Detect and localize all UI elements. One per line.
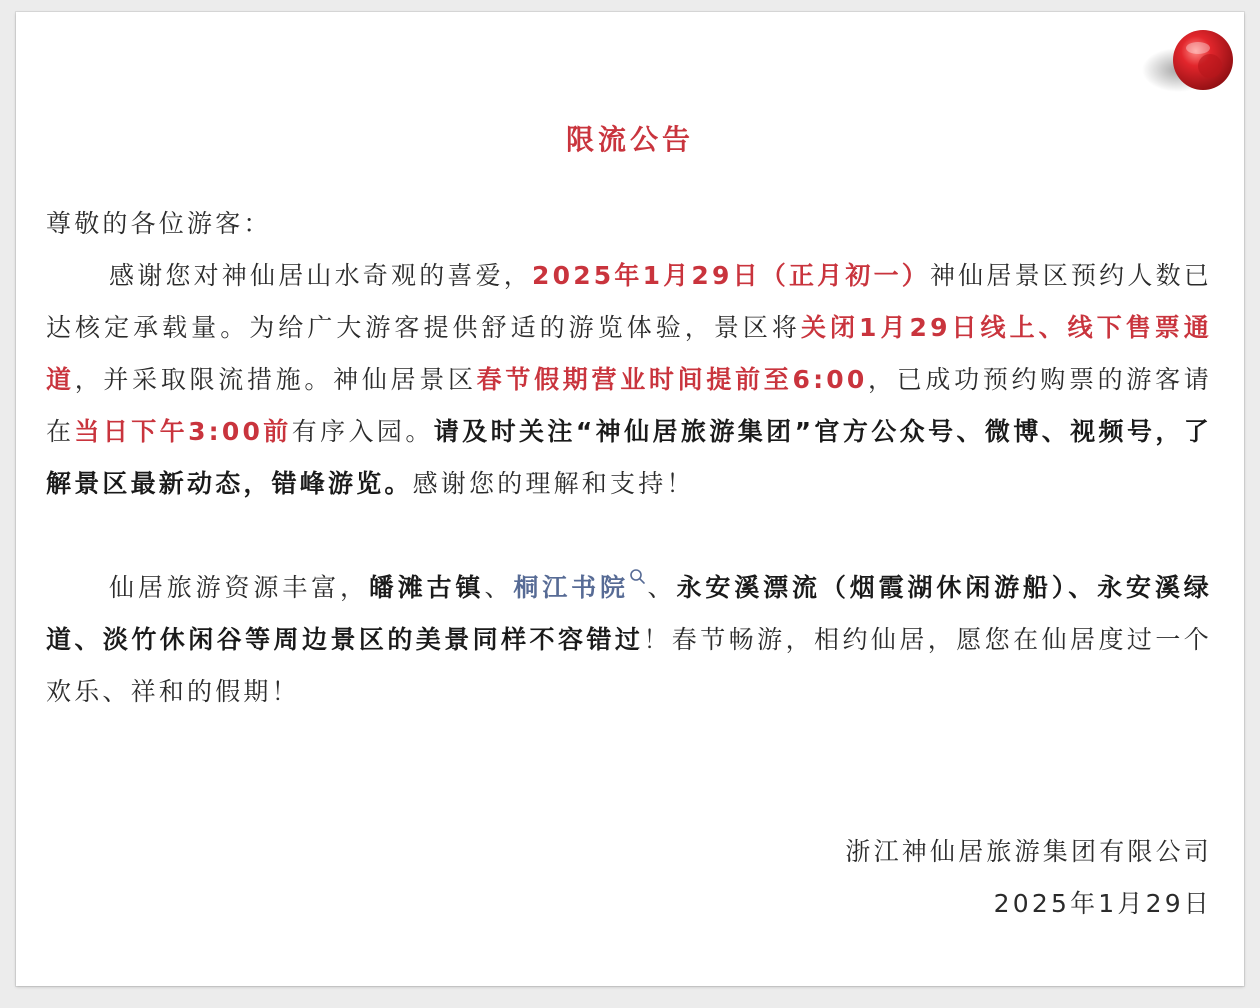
greeting: 尊敬的各位游客： (46, 209, 272, 238)
text-span: ，已成功预约购票的游客请在 (46, 365, 1212, 446)
push-pin-icon (1140, 18, 1250, 108)
paragraph-2 (46, 562, 1212, 718)
signature-block (845, 826, 1212, 930)
bold-scenic-list: 永安溪漂流（烟霞湖休闲游船）、永安溪绿道、淡竹休闲谷等周边景区的美景同样不容错过 (46, 573, 1212, 654)
text-span: 仙居旅游资源丰富， (109, 573, 369, 602)
text-span: ！春节畅游，相约仙居，愿您在仙居度过一个欢乐、祥和的假期！ (46, 625, 1212, 706)
paragraph-1 (46, 250, 1212, 510)
text-span: 有序入园。 (291, 417, 434, 446)
search-icon[interactable] (629, 568, 647, 588)
text-span: 、 (646, 573, 677, 602)
highlight-date: 2025年1月29日（正月初一） (532, 261, 930, 290)
notice-body (46, 198, 1212, 718)
text-span: ，并采取限流措施。神仙居景区 (74, 365, 477, 394)
highlight-entry-time: 当日下午3:00前 (74, 417, 292, 446)
highlight-hours: 春节假期营业时间提前至6:00 (476, 365, 868, 394)
text-span: 感谢您对神仙居山水奇观的喜爱， (109, 261, 533, 290)
signature-org: 浙江神仙居旅游集团有限公司 (845, 837, 1212, 866)
bold-follow-notice: 请及时关注“神仙居旅游集团”官方公众号、微博、视频号，了解景区最新动态，错峰游览。 (46, 417, 1212, 498)
highlight-closure: 关闭1月29日线上、线下售票通道 (46, 313, 1213, 394)
bold-scenic-name: 皤滩古镇 (368, 573, 485, 602)
text-span: 、 (484, 573, 514, 602)
text-span: 神仙居景区预约人数已达核定承载量。为给广大游客提供舒适的游览体验，景区将 (46, 261, 1212, 342)
signature-date: 2025年1月29日 (993, 889, 1212, 918)
notice-title: 限流公告 (565, 123, 694, 156)
text-span: 感谢您的理解和支持！ (412, 469, 695, 498)
tongjiang-academy-link[interactable]: 桐江书院 (513, 573, 629, 602)
